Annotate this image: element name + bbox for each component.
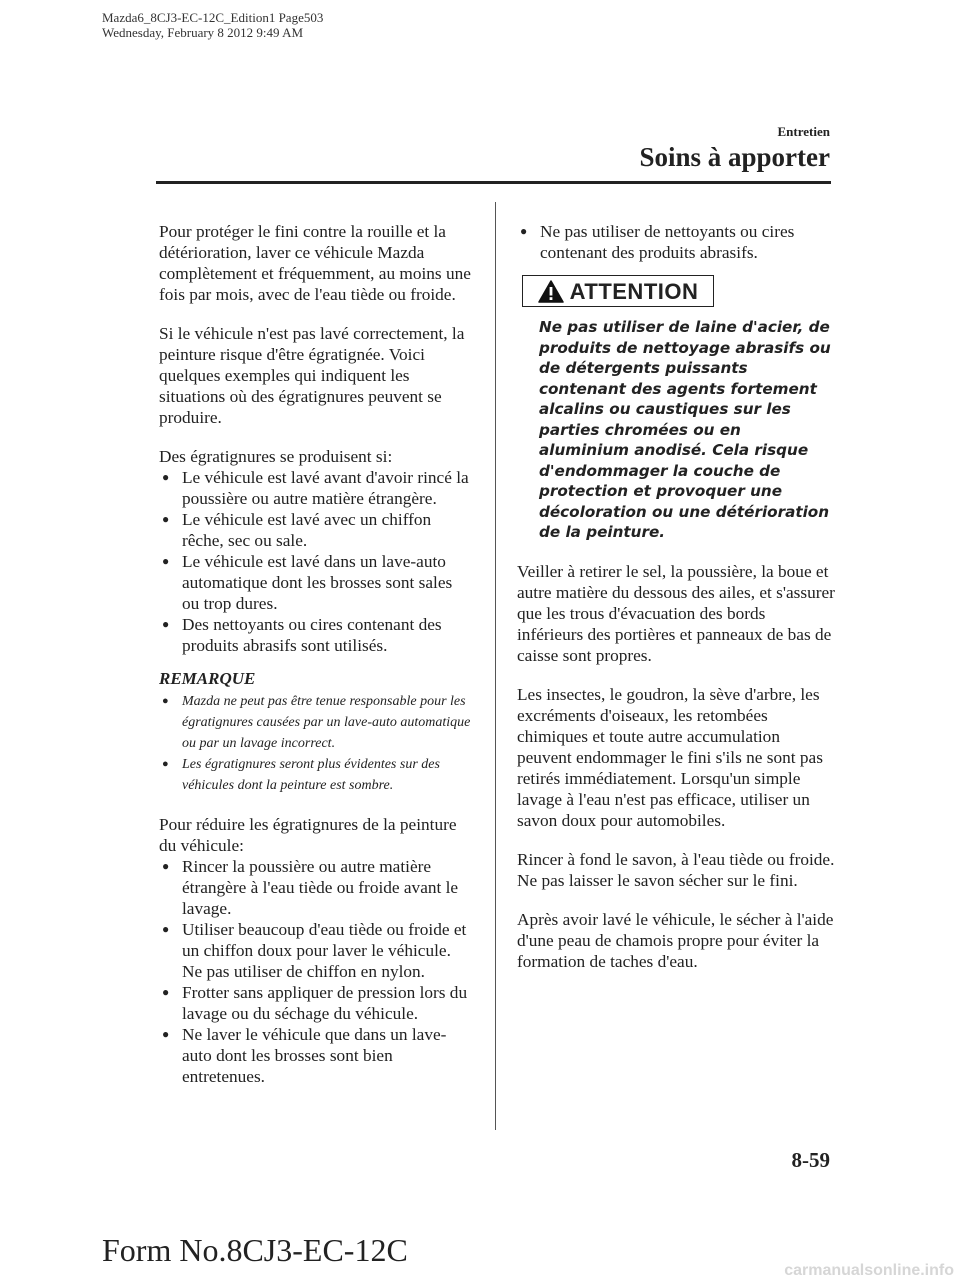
page-number: 8-59 [791, 1148, 830, 1172]
attention-text: Ne pas utiliser de laine d'acier, de produits de nettoyage abrasifs ou de détergents puissants contenant des agents fortement alcalins ou caustiques sur les parties chromées ou en aluminium anodisé. Cela risque d'endommager la couche de protection et provoquer une décoloration ou une détérioration de la peinture. [539, 318, 831, 541]
remarque-title: REMARQUE [159, 669, 256, 688]
list-item: ● Ne pas utiliser de nettoyants ou cires contenant des produits abrasifs. [520, 222, 795, 262]
print-header-line2: Wednesday, February 8 2012 9:49 AM [102, 25, 304, 40]
bullet-icon: ● [162, 617, 170, 631]
warning-triangle-icon [538, 280, 564, 303]
bullet-icon: ● [162, 985, 170, 999]
section-title: Soins à apporter [639, 142, 830, 172]
list-item: ● Le véhicule est lavé dans un lave-auto automatique dont les brosses sont sales ou trop dures. [162, 552, 453, 613]
remarque-notes [159, 691, 471, 796]
abrasive-list [517, 221, 835, 263]
bullet-icon: ● [162, 470, 170, 484]
list-item: ● Le véhicule est lavé avec un chiffon rêche, sec ou sale. [162, 510, 432, 550]
note-item: ● Mazda ne peut pas être tenue responsable pour les égratignures causées par un lave-auto automatique ou par un lavage incorrect. [159, 691, 471, 754]
bullet-icon: ● [162, 1027, 170, 1041]
right-column [517, 221, 835, 972]
paragraph-reduce-intro: Pour réduire les égratignures de la peinture du véhicule: [159, 815, 457, 855]
attention-label: ATTENTION [569, 278, 699, 304]
list-item: ● Le véhicule est lavé avant d'avoir rincé la poussière ou autre matière étrangère. [162, 468, 469, 508]
bullet-icon: ● [162, 922, 170, 936]
paragraph-intro: Pour protéger le fini contre la rouille et la détérioration, laver ce véhicule Mazda complètement et fréquemment, au moins une fois par mois, avec de l'eau tiède ou froide. [159, 222, 471, 304]
paragraph-salt: Veiller à retirer le sel, la poussière, la boue et autre matière du dessous des ailes, et s'assurer que les trous d'évacuation des bords inférieurs des portières et panneaux de bas de caisse sont propres. [517, 561, 835, 665]
scratch-causes-list [159, 467, 471, 656]
section-category: Entretien [777, 124, 830, 139]
paragraph-dry: Après avoir lavé le véhicule, le sécher à l'aide d'une peau de chamois propre pour éviter la formation de taches d'eau. [517, 909, 834, 971]
bullet-icon: ● [162, 859, 170, 873]
print-header-line1: Mazda6_8CJ3-EC-12C_Edition1 Page503 [102, 10, 324, 25]
bullet-icon: ● [162, 554, 170, 568]
bullet-icon: ● [162, 758, 169, 770]
list-item: ● Utiliser beaucoup d'eau tiède ou froide et un chiffon doux pour laver le véhicule. Ne pas utiliser de chiffon en nylon. [162, 920, 467, 981]
paragraph-rinse: Rincer à fond le savon, à l'eau tiède ou froide. Ne pas laisser le savon sécher sur le fini. [517, 849, 835, 890]
list-item: ● Rincer la poussière ou autre matière étrangère à l'eau tiède ou froide avant le lavage. [162, 857, 459, 918]
list-item: ● Ne laver le véhicule que dans un lave-auto dont les brosses sont bien entretenues. [162, 1025, 447, 1086]
form-number: Form No.8CJ3-EC-12C [102, 1232, 408, 1268]
attention-box [522, 275, 714, 307]
reduce-scratches-list [159, 856, 471, 1087]
paragraph-insects: Les insectes, le goudron, la sève d'arbre, les excréments d'oiseaux, les retombées chimiques et toute autre accumulation peuvent endommager le fini s'ils ne sont pas retirés immédiatement. Lorsqu'un simple lavage à l'eau n'est pas efficace, utiliser un savon doux pour automobiles. [517, 684, 823, 830]
column-divider [495, 202, 496, 1130]
paragraph-scratches: Si le véhicule n'est pas lavé correctement, la peinture risque d'être égratignée. Voici quelques exemples qui indiquent les situations où des égratignures peuvent se produire. [159, 324, 465, 427]
print-header [102, 10, 323, 40]
note-item: ● Les égratignures seront plus évidentes sur des véhicules dont la peinture est sombre. [159, 754, 471, 796]
watermark: carmanualsonline.info [784, 1262, 954, 1279]
bullet-icon: ● [162, 512, 170, 526]
paragraph-list-intro: Des égratignures se produisent si: [159, 447, 393, 466]
header-rule [156, 181, 831, 184]
left-column [159, 221, 471, 1087]
list-item: ● Des nettoyants ou cires contenant des produits abrasifs sont utilisés. [162, 615, 442, 655]
list-item: ● Frotter sans appliquer de pression lors du lavage ou du séchage du véhicule. [162, 983, 468, 1023]
bullet-icon: ● [520, 224, 528, 238]
bullet-icon: ● [162, 695, 169, 707]
